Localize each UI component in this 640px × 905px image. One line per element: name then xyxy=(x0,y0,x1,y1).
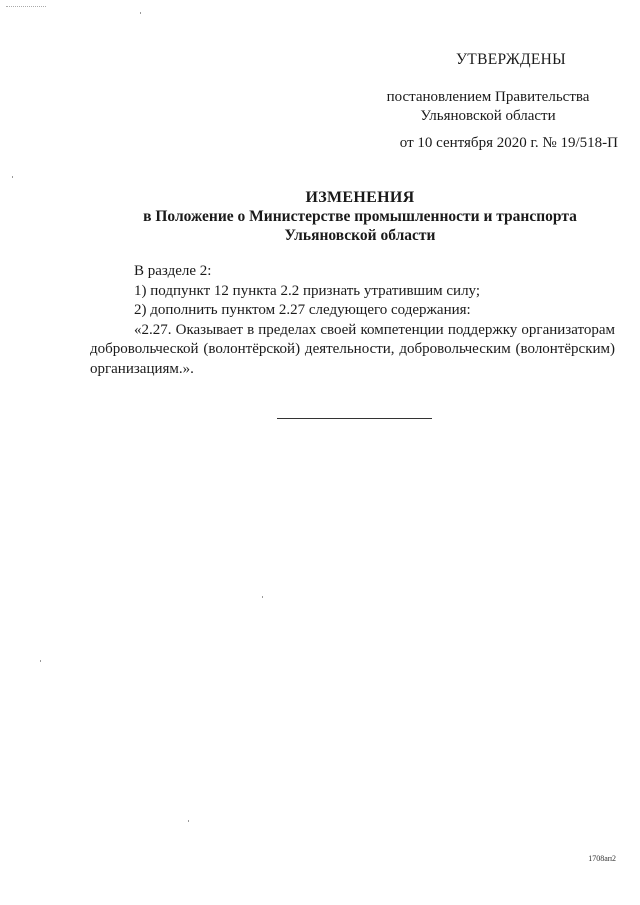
new-clause-text: «2.27. Оказывает в пределах своей компетенции поддержку организаторам добровольческой (волонтёрской) деятельности, добровольческим (волонтёрским) организациям.». xyxy=(90,321,615,377)
scan-speck xyxy=(40,660,41,662)
scan-speck xyxy=(188,820,189,822)
closing-divider-line xyxy=(277,418,432,419)
section-intro: В разделе 2: xyxy=(134,263,212,279)
document-subtitle-line-1: в Положение о Министерстве промышленности и транспорта xyxy=(143,208,577,225)
decree-reference xyxy=(358,88,618,126)
amendment-item-1: 1) подпункт 12 пункта 2.2 признать утратившим силу; xyxy=(134,282,481,299)
scan-speck xyxy=(262,596,263,598)
scan-speck xyxy=(140,12,141,14)
decree-line-1: постановлением Правительства xyxy=(386,89,590,105)
decree-date-number: от 10 сентября 2020 г. № 19/518-П xyxy=(399,135,618,151)
amendment-item-2: 2) дополнить пунктом 2.27 следующего содержания: xyxy=(134,302,471,318)
approved-label: УТВЕРЖДЕНЫ xyxy=(456,51,566,68)
scan-corner-mark xyxy=(6,6,46,10)
document-subtitle-line-2: Ульяновской области xyxy=(284,227,436,244)
document-title: ИЗМЕНЕНИЯ xyxy=(305,189,415,206)
decree-line-2: Ульяновской области xyxy=(420,108,556,124)
document-body xyxy=(90,262,615,379)
document-code: 1708ап2 xyxy=(588,854,616,863)
scan-speck xyxy=(12,176,13,178)
document-heading xyxy=(110,188,610,245)
